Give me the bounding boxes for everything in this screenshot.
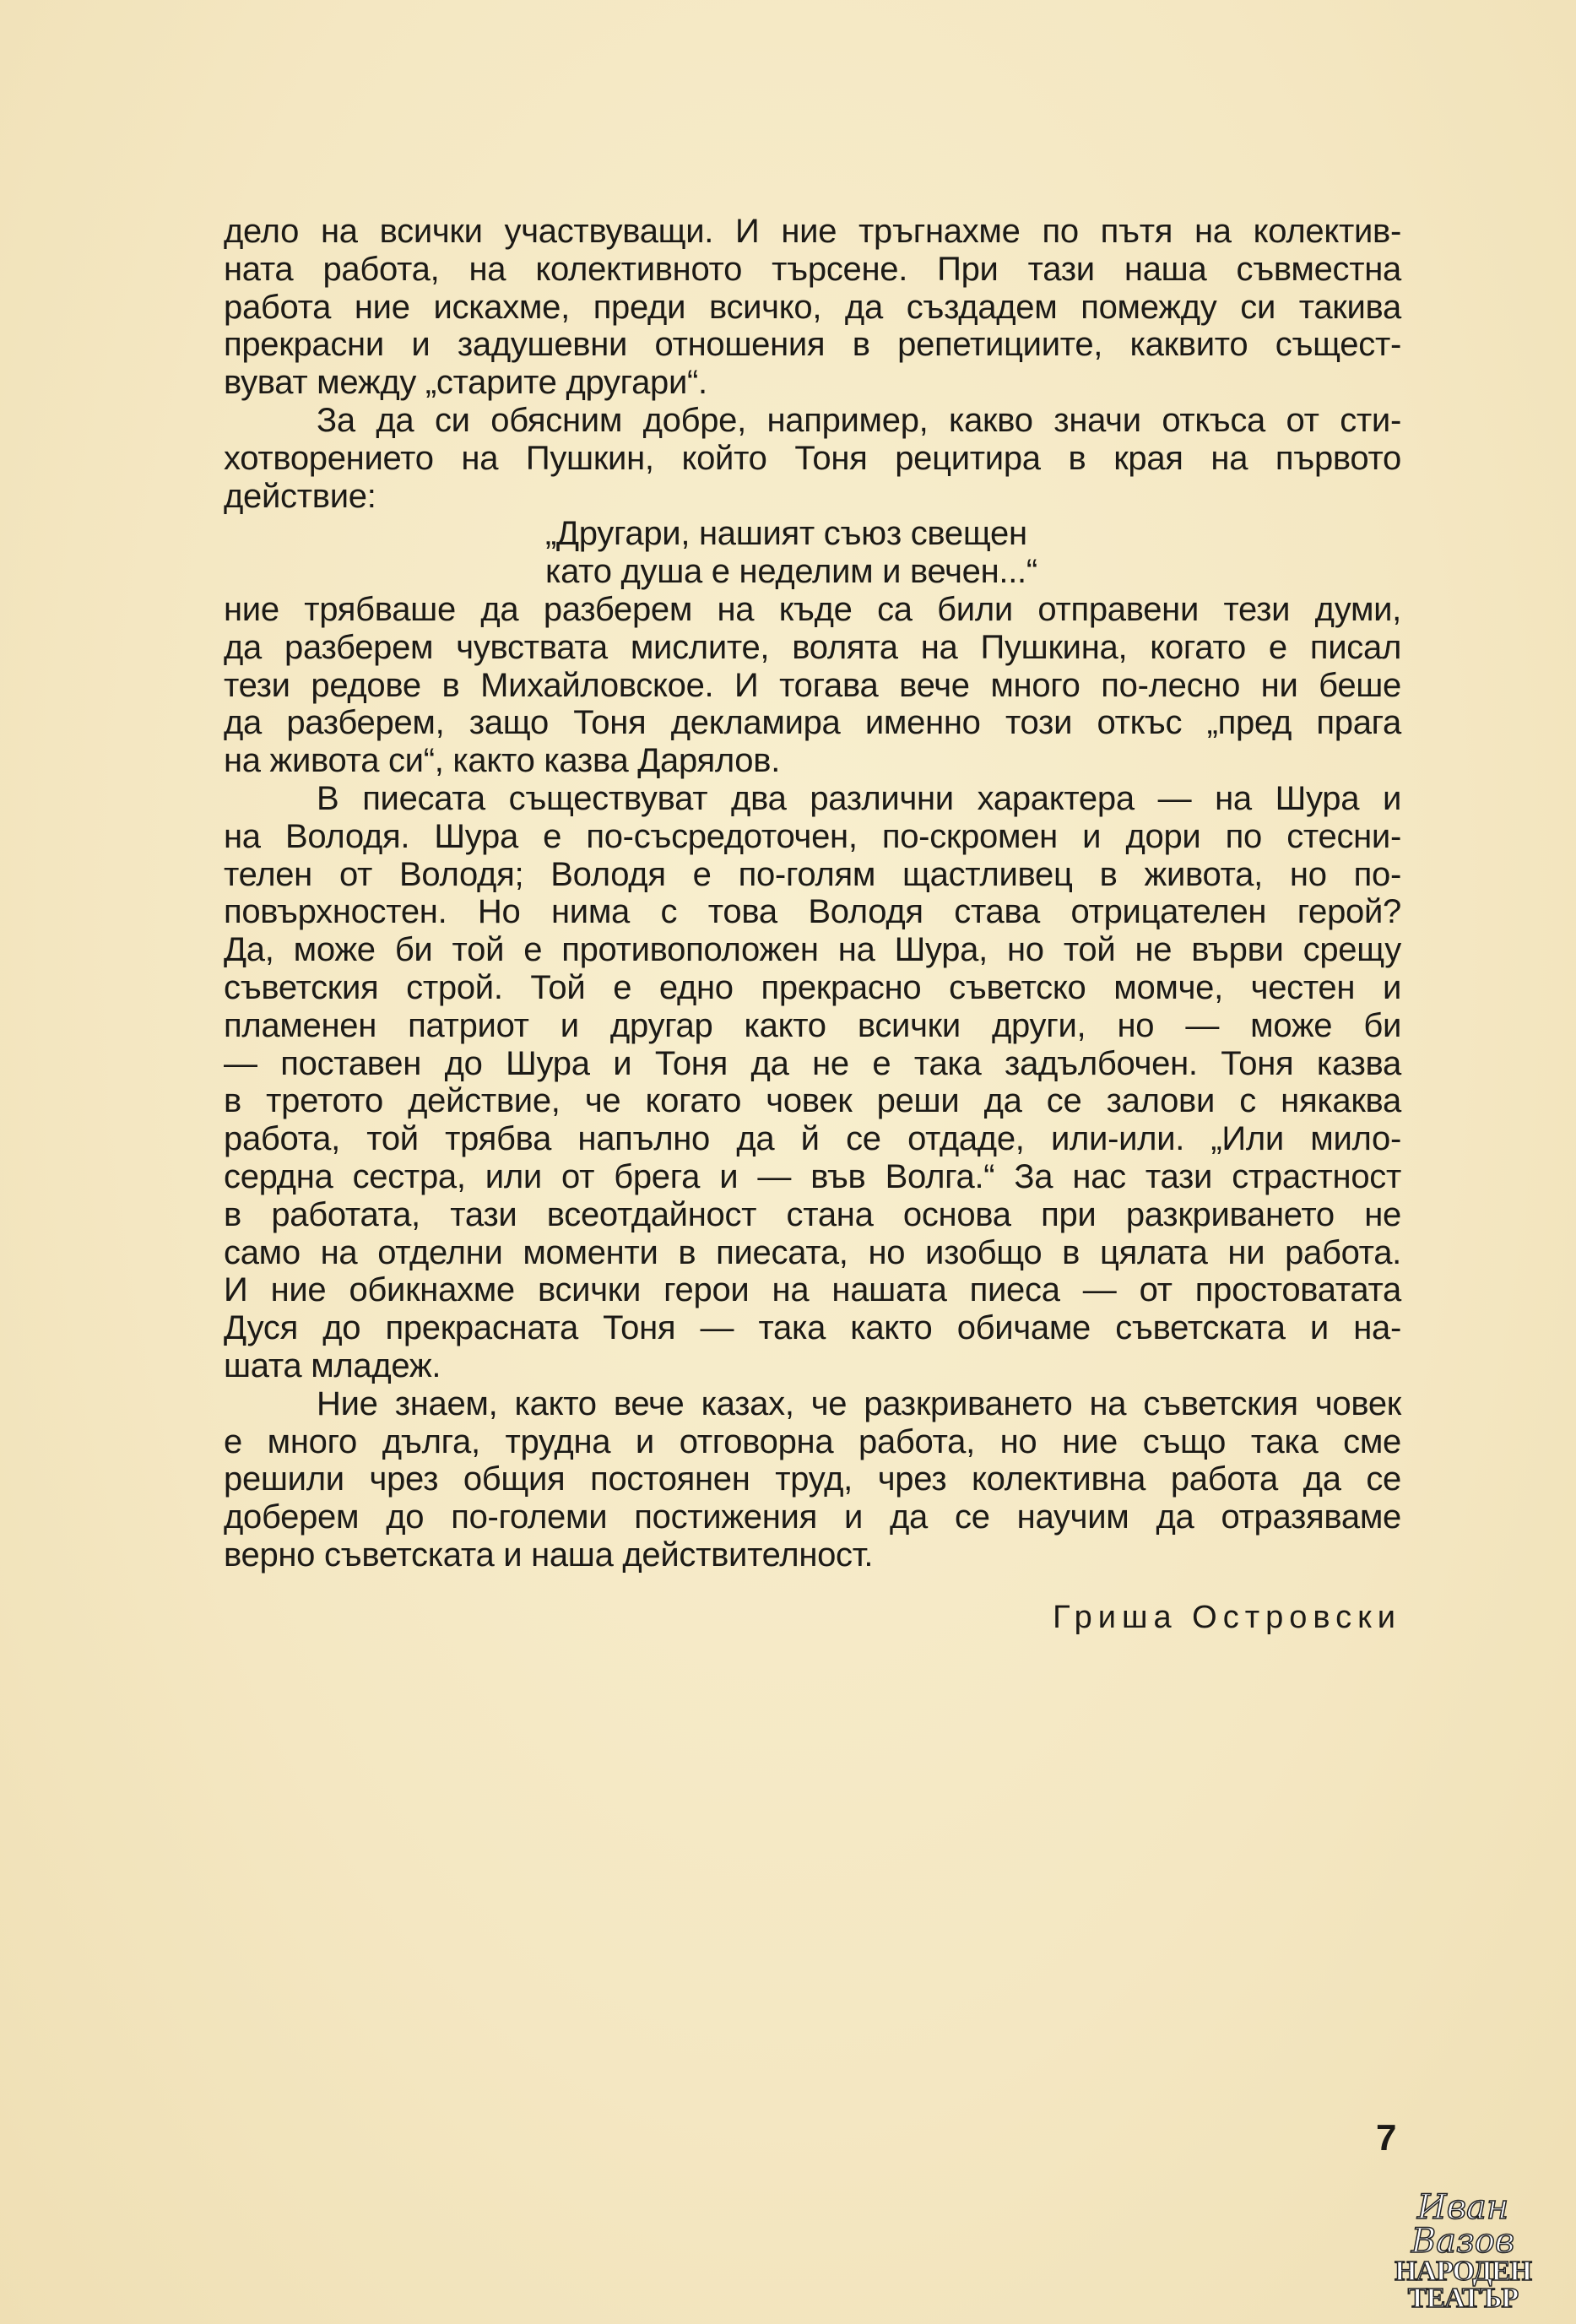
text-line: верно съветската и наша действителност. <box>224 1536 874 1574</box>
text-line: доберем до по-големи постижения и да се научим да отразяваме <box>224 1498 1401 1536</box>
logo-script: Иван Вазов <box>1411 2188 1515 2261</box>
text-line: да разберем, защо Тоня декламира именно този откъс „пред прага <box>224 704 1401 742</box>
text-line: е много дълга, трудна и отговорна работа, но ние също така сме <box>224 1422 1401 1460</box>
text-line: на Володя. Шура е по-съсредоточен, по-скромен и дори по стесни- <box>224 817 1401 855</box>
text-line: ние трябваше да разберем на къде са били отправени тези думи, <box>224 590 1401 628</box>
article-body <box>224 213 1401 1574</box>
text-line: само на отделни моменти в пиесата, но изобщо в цялата ни работа. <box>224 1233 1401 1271</box>
text-line: дело на всички участвуващи. И ние тръгнахме по пътя на колектив- <box>224 213 1401 250</box>
text-line: тези редове в Михайловское. И тогава вече много по-лесно ни беше <box>224 666 1401 704</box>
text-line: хотворението на Пушкин, който Тоня рецитира в края на първото <box>224 439 1401 477</box>
poem-line: „Другари, нашият съюз свещен <box>545 515 1027 553</box>
text-line: Дуся до прекрасната Тоня — така както обичаме съветската и на- <box>224 1309 1401 1347</box>
text-line: И ние обикнахме всички герои на нашата пиеса — от простоватата <box>224 1271 1401 1309</box>
text-line: телен от Володя; Володя е по-голям щастливец в живота, но по- <box>224 855 1401 893</box>
text-line: ната работа, на колективното търсене. При тази наша съвместна <box>224 250 1401 288</box>
page-number: 7 <box>1376 2117 1397 2159</box>
poem-line: като душа е неделим и вечен...“ <box>545 553 1037 591</box>
text-line: решили чрез общия постоянен труд, чрез колективна работа да се <box>224 1460 1401 1498</box>
text-line: в третото действие, че когато човек реши да се залови с някаква <box>224 1082 1401 1120</box>
text-line: повърхностен. Но нима с това Володя става отрицателен герой? <box>224 893 1401 931</box>
text-line: — поставен до Шура и Тоня да не е така задълбочен. Тоня казва <box>224 1044 1401 1082</box>
text-line: съветския строй. Той е едно прекрасно съветско момче, честен и <box>224 968 1401 1006</box>
national-theatre-logo <box>1391 2188 1535 2314</box>
text-line: Ние знаем, както вече казах, че разкриването на съветския човек <box>317 1384 1401 1422</box>
text-line: В пиесата съществуват два различни характера — на Шура и <box>317 779 1401 817</box>
text-line: да разберем чувствата мислите, волята на Пушкина, когато е писал <box>224 628 1401 666</box>
text-line: работа, той трябва напълно да й се отдаде, или-или. „Или мило- <box>224 1120 1401 1158</box>
text-line: в работата, тази всеотдайност стана основа при разкриването не <box>224 1195 1401 1233</box>
author-signature: Гриша Островски <box>1053 1600 1401 1635</box>
text-line: работа ние искахме, преди всичко, да създадем помежду си такива <box>224 288 1401 326</box>
text-line: прекрасни и задушевни отношения в репетициите, каквито същест- <box>224 326 1401 364</box>
logo-line1: НАРОДЕН <box>1395 2256 1531 2287</box>
text-line: пламенен патриот и другар както всички други, но — може би <box>224 1006 1401 1044</box>
text-line: вуват между „старите другари“. <box>224 364 707 402</box>
text-line: действие: <box>224 477 376 515</box>
text-line: За да си обясним добре, например, какво значи откъса от сти- <box>317 401 1401 439</box>
text-line: сердна сестра, или от брега и — във Волга.“ За нас тази страстност <box>224 1157 1401 1195</box>
text-line: Да, може би той е противоположен на Шура, но той не върви срещу <box>224 931 1401 969</box>
text-line: на живота си“, както казва Дарялов. <box>224 742 781 780</box>
logo-line2: ТЕАТЪР <box>1407 2283 1519 2314</box>
text-line: шата младеж. <box>224 1346 441 1384</box>
